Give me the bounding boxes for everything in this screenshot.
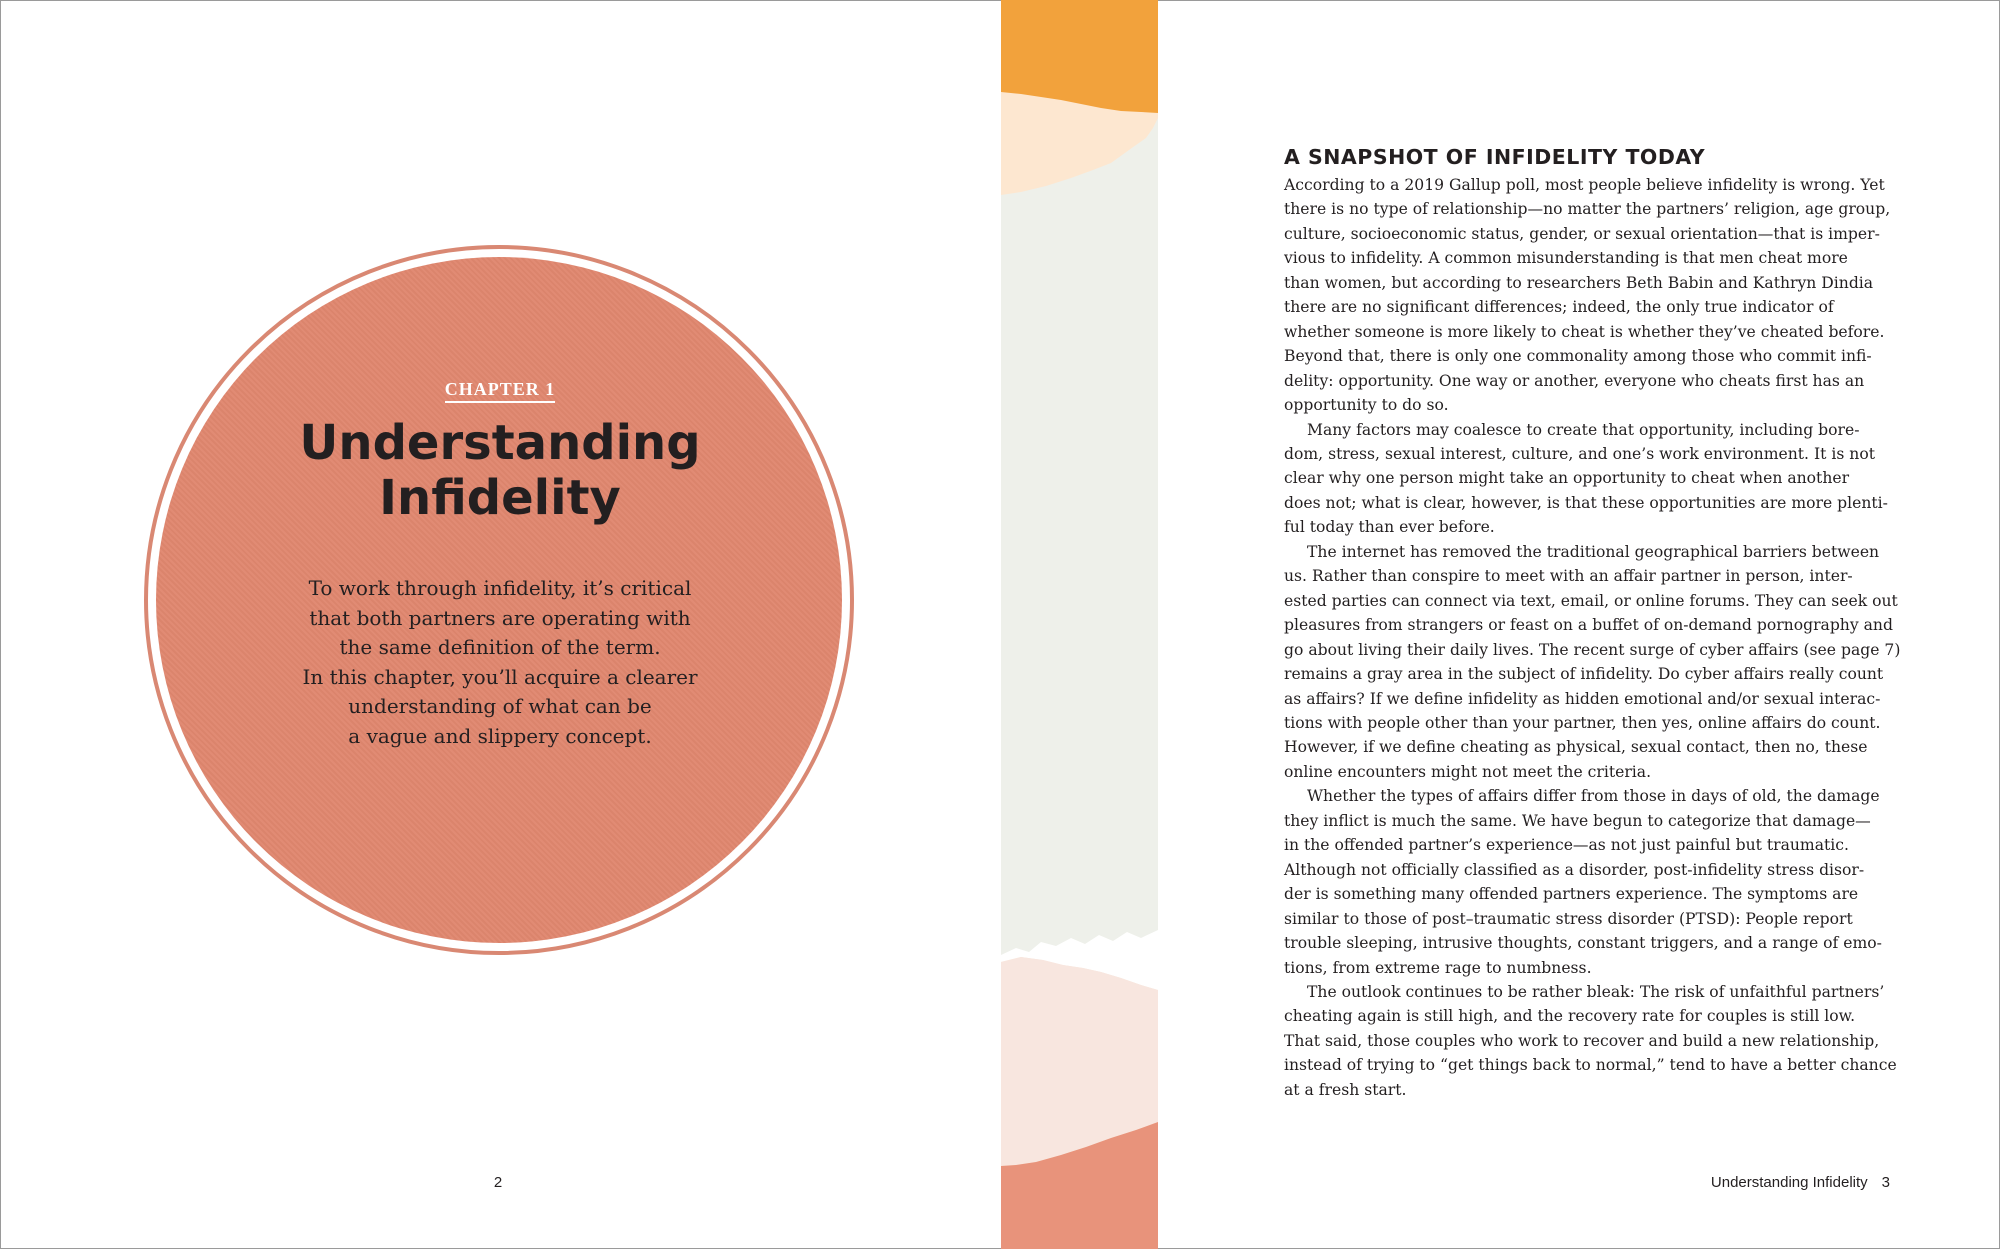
body-line: there are no significant differences; indeed, the only true indicator of [1284,298,1834,317]
chapter-title-line: Understanding [299,415,701,471]
body-line: However, if we define cheating as physical, sexual contact, then no, these [1284,738,1868,757]
body-line: whether someone is more likely to cheat is whether they’ve cheated before. [1284,322,1885,341]
body-line: According to a 2019 Gallup poll, most people believe infidelity is wrong. Yet [1284,176,1885,194]
body-line: The outlook continues to be rather bleak: The risk of unfaithful partners’ [1307,982,1885,1001]
intro-line: that both partners are operating with [309,605,691,630]
body-line: opportunity to do so. [1284,396,1449,415]
body-line: us. Rather than conspire to meet with an affair partner in person, inter- [1284,567,1853,586]
body-line: clear why one person might take an opportunity to cheat when another [1284,469,1850,488]
body-line: does not; what is clear, however, is that these opportunities are more plenti- [1284,493,1888,512]
body-line: tions, from extreme rage to numbness. [1284,958,1592,977]
body-line: Whether the types of affairs differ from those in days of old, the damage [1307,787,1880,806]
body-line: delity: opportunity. One way or another, everyone who cheats first has an [1284,371,1865,390]
decorative-torn-paper-strip [1001,0,1158,1249]
body-line: culture, socioeconomic status, gender, or sexual orientation—that is imper- [1284,224,1880,243]
section-heading: A SNAPSHOT OF INFIDELITY TODAY [1284,145,1706,169]
running-footer-title: Understanding Infidelity [1710,1174,1868,1191]
body-line: pleasures from strangers or feast on a buffet of on-demand pornography and [1284,616,1893,635]
intro-line: To work through infidelity, it’s critical [308,576,692,600]
chapter-intro [0,574,1000,752]
body-text [1284,173,1904,1102]
body-line: they inflict is much the same. We have begun to categorize that damage— [1284,811,1871,830]
body-line: at a fresh start. [1284,1080,1407,1099]
body-line: dom, stress, sexual interest, culture, and one’s work environment. It is not [1284,444,1875,463]
body-line: as affairs? If we define infidelity as hidden emotional and/or sexual interac- [1284,689,1881,708]
intro-line: a vague and slippery concept. [348,723,652,748]
body-line: der is something many offended partners experience. The symptoms are [1284,885,1859,904]
strip-sage-band [1001,118,1158,990]
chapter-title [0,416,1000,526]
running-footer [1711,1174,1890,1191]
body-line: trouble sleeping, intrusive thoughts, constant triggers, and a range of emo- [1284,934,1882,953]
chapter-label [0,379,1000,400]
chapter-label-text: CHAPTER 1 [445,379,556,403]
intro-line: the same definition of the term. [339,635,661,660]
body-line: ested parties can connect via text, email, or online forums. They can seek out [1284,591,1898,610]
body-line: go about living their daily lives. The recent surge of cyber affairs (see page 7) [1284,640,1901,659]
body-line: ful today than ever before. [1284,518,1495,537]
chapter-title-line: Infidelity [379,470,621,526]
body-line: That said, those couples who work to recover and build a new relationship, [1284,1031,1880,1050]
body-line: remains a gray area in the subject of infidelity. Do cyber affairs really count [1284,665,1884,684]
intro-line: In this chapter, you’ll acquire a clearer [302,664,698,689]
body-line: in the offended partner’s experience—as not just painful but traumatic. [1284,836,1849,855]
body-line: Many factors may coalesce to create that opportunity, including bore- [1307,420,1860,439]
page-number-left: 2 [493,1174,503,1191]
body-line: The internet has removed the traditional geographical barriers between [1307,542,1880,561]
body-line: cheating again is still high, and the recovery rate for couples is still low. [1284,1007,1856,1026]
body-line: online encounters might not meet the criteria. [1284,762,1652,781]
body-line: tions with people other than your partner, then yes, online affairs do count. [1284,713,1881,732]
body-line: than women, but according to researchers Beth Babin and Kathryn Dindia [1284,273,1874,292]
body-line: Although not officially classified as a disorder, post-infidelity stress disor- [1284,860,1865,879]
body-line: there is no type of relationship—no matter the partners’ religion, age group, [1284,200,1891,219]
body-line: instead of trying to “get things back to normal,” tend to have a better chance [1284,1056,1897,1075]
intro-line: understanding of what can be [348,694,652,719]
body-line: Beyond that, there is only one commonality among those who commit infi- [1284,347,1872,366]
body-line: similar to those of post–traumatic stress disorder (PTSD): People report [1284,909,1853,928]
page-number-right: 3 [1881,1174,1890,1191]
body-line: vious to infidelity. A common misunderstanding is that men cheat more [1284,249,1848,268]
